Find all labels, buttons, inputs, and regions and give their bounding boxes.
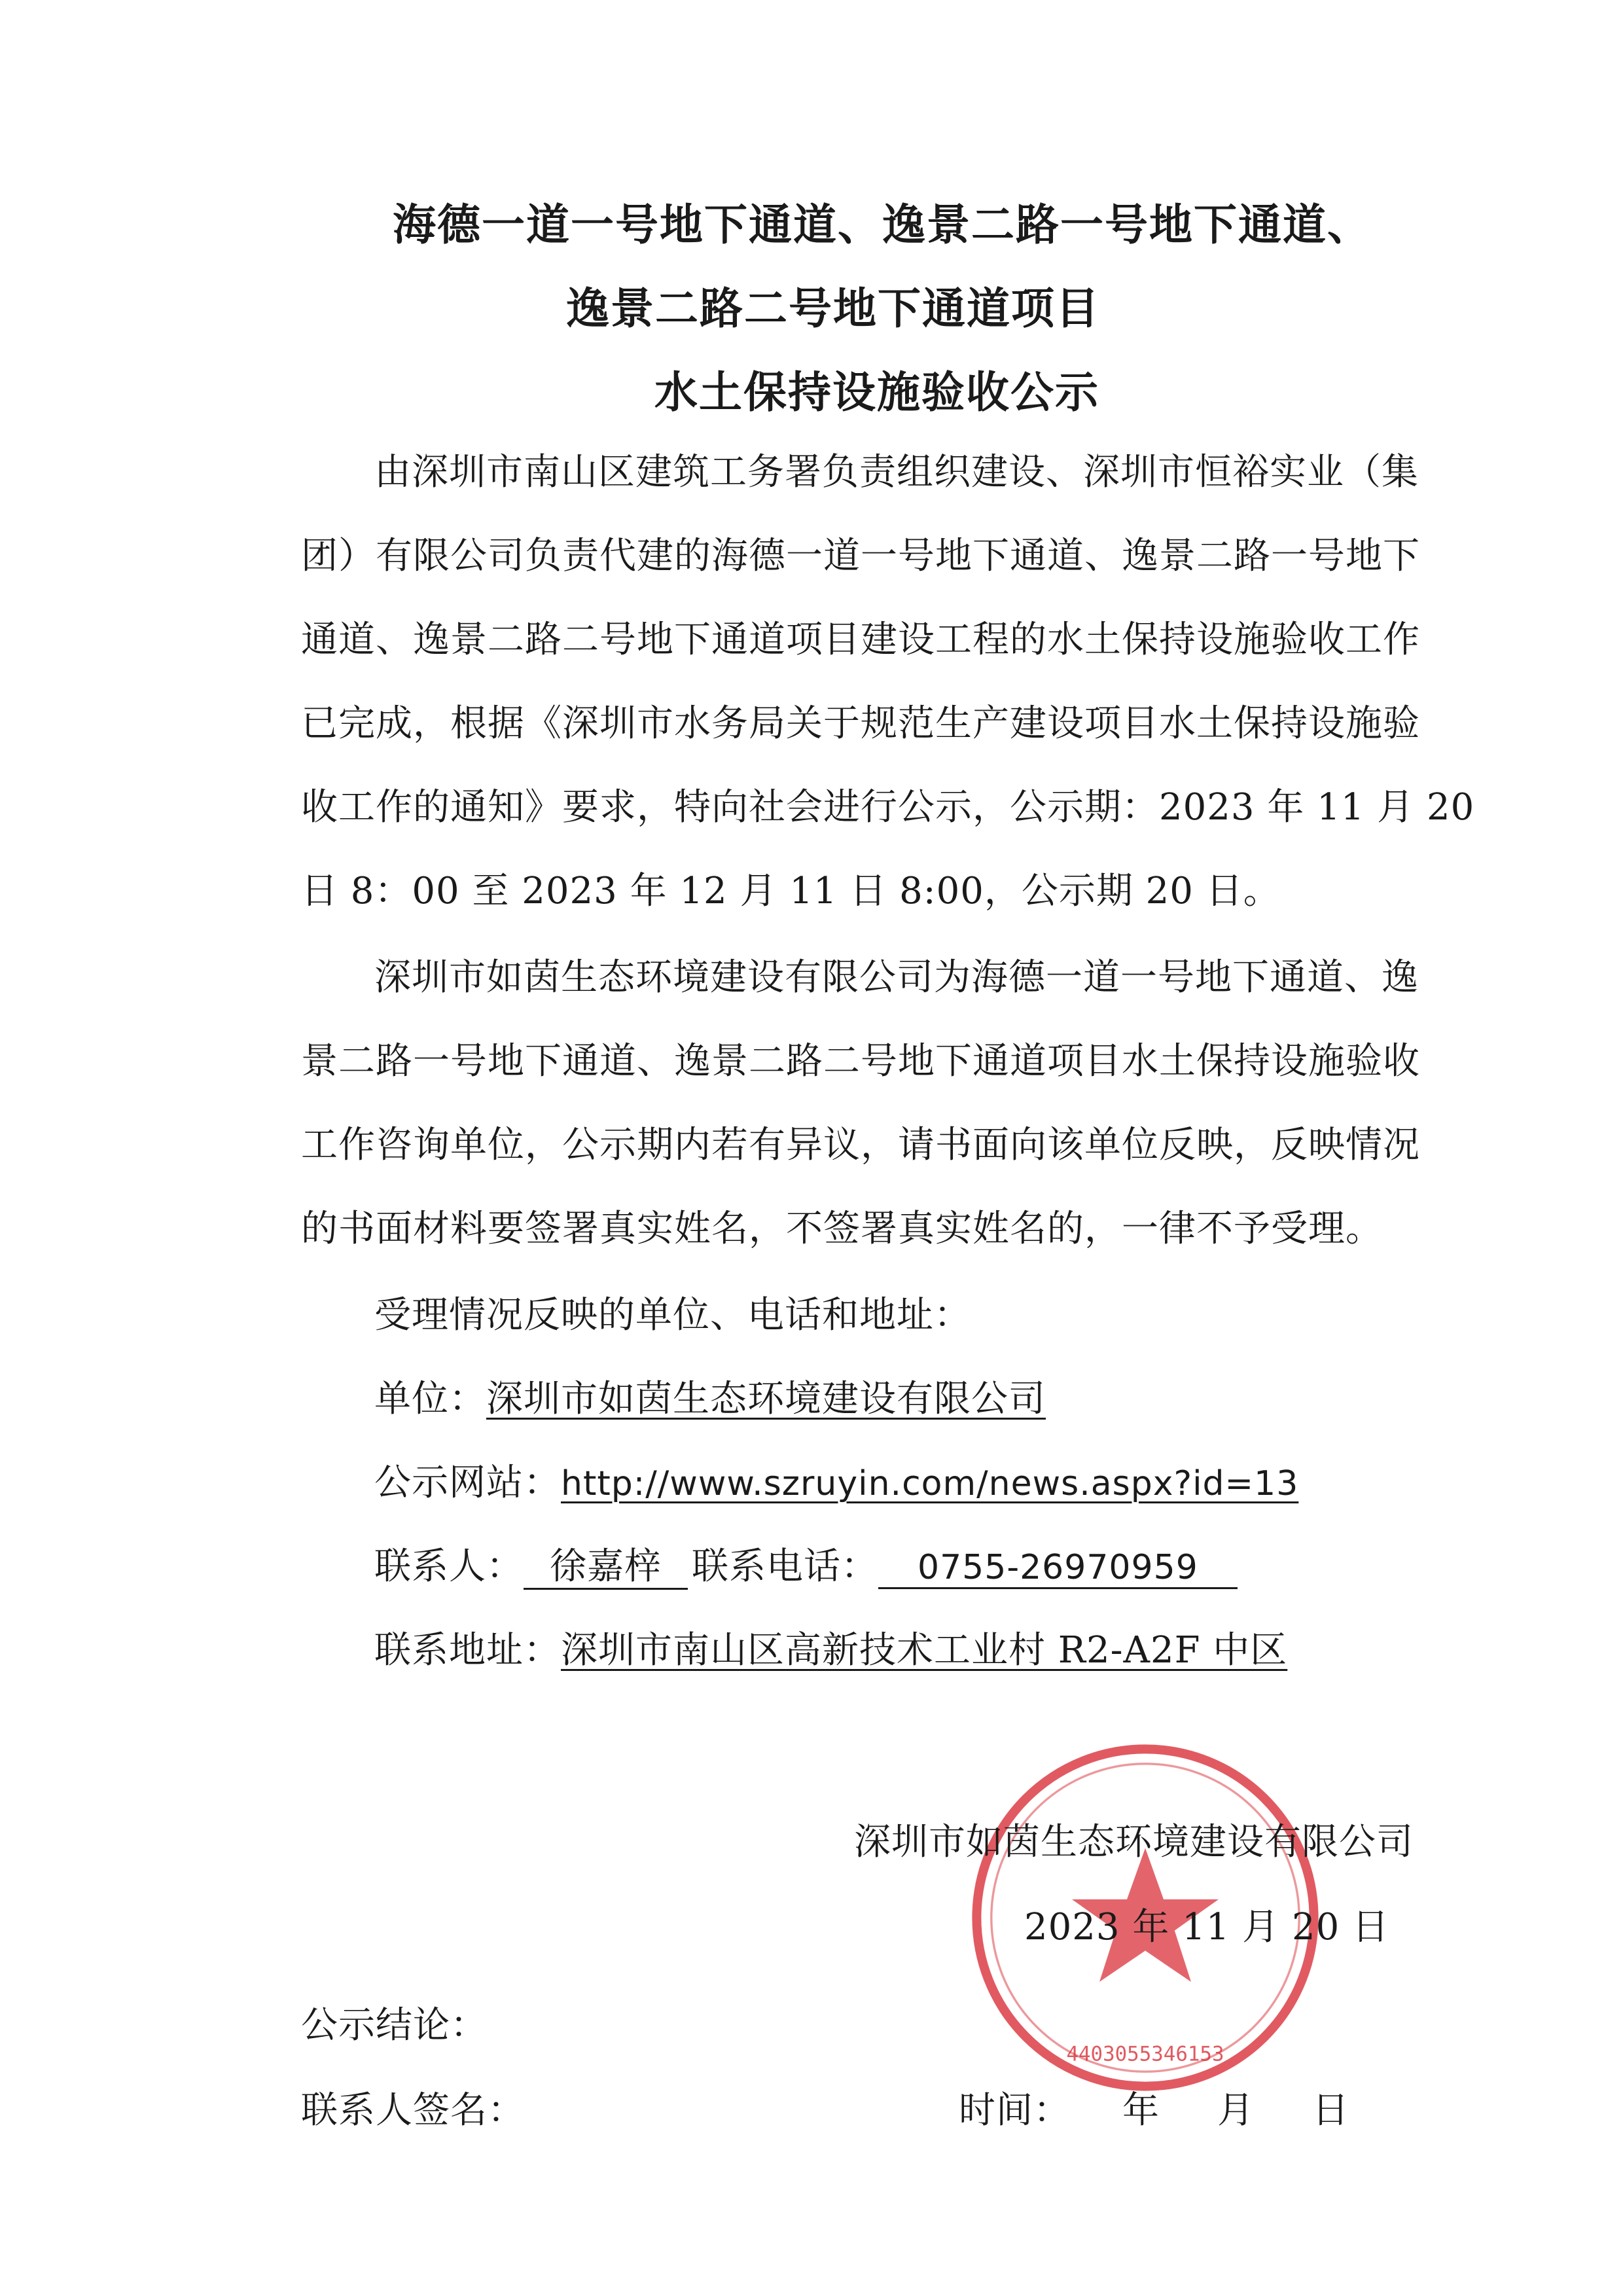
website-label: 公示网站： — [374, 1462, 561, 1504]
phone-label: 联系电话： — [692, 1545, 878, 1588]
conclusion-label: 公示结论： — [301, 2004, 488, 2047]
contact-intro: 受理情况反映的单位、电话和地址： — [374, 1294, 971, 1336]
para1-line-6: 日 8：00 至 2023 年 12 月 11 日 8:00，公示期 20 日。 — [301, 870, 1281, 912]
person-value: 徐嘉梓 — [524, 1549, 688, 1590]
address-value: 深圳市南山区高新技术工业村 R2-A2F 中区 — [561, 1629, 1288, 1672]
website-link[interactable]: http://www.szruyin.com/news.aspx?id=13 — [561, 1464, 1299, 1503]
person-label: 联系人： — [374, 1545, 524, 1588]
unit-value: 深圳市如茵生态环境建设有限公司 — [486, 1378, 1046, 1420]
contact-unit-row — [374, 1378, 1046, 1420]
address-label: 联系地址： — [374, 1629, 561, 1672]
para2-line-3: 工作咨询单位，公示期内若有异议，请书面向该单位反映，反映情况 — [301, 1124, 1420, 1166]
seal-number: 4403055346153 — [1066, 2042, 1224, 2066]
signature-date: 2023 年 11 月 20 日 — [1024, 1906, 1390, 1948]
para1-line-1: 由深圳市南山区建筑工务署负责组织建设、深圳市恒裕实业（集 — [374, 451, 1419, 493]
para2-line-1: 深圳市如茵生态环境建设有限公司为海德一道一号地下通道、逸 — [374, 956, 1419, 999]
month-label: 月 — [1217, 2089, 1255, 2132]
para1-line-2: 团）有限公司负责代建的海德一道一号地下通道、逸景二路一号地下 — [301, 535, 1420, 577]
para2-line-2: 景二路一号地下通道、逸景二路二号地下通道项目水土保持设施验收 — [301, 1040, 1420, 1083]
para1-line-3: 通道、逸景二路二号地下通道项目建设工程的水土保持设施验收工作 — [301, 619, 1420, 661]
contact-address-row — [374, 1629, 1288, 1672]
contact-website-row — [374, 1462, 1299, 1504]
unit-label: 单位： — [374, 1378, 486, 1420]
day-label: 日 — [1312, 2089, 1349, 2132]
para2-line-4: 的书面材料要签署真实姓名，不签署真实姓名的，一律不予受理。 — [301, 1208, 1383, 1250]
signer-label: 联系人签名： — [301, 2089, 525, 2132]
signature-company: 深圳市如茵生态环境建设有限公司 — [854, 1821, 1414, 1863]
time-label: 时间： — [959, 2089, 1071, 2132]
phone-value: 0755-26970959 — [878, 1551, 1238, 1589]
contact-person-row — [374, 1545, 1238, 1590]
para1-line-4: 已完成，根据《深圳市水务局关于规范生产建设项目水土保持设施验 — [301, 702, 1420, 745]
year-label: 年 — [1122, 2089, 1160, 2132]
title-line-1: 海德一道一号地下通道、逸景二路一号地下通道、 — [393, 200, 1372, 250]
para1-line-5: 收工作的通知》要求，特向社会进行公示，公示期：2023 年 11 月 20 — [301, 786, 1475, 829]
title-line-2: 逸景二路二号地下通道项目 — [566, 283, 1100, 334]
title-line-3: 水土保持设施验收公示 — [654, 367, 1099, 418]
